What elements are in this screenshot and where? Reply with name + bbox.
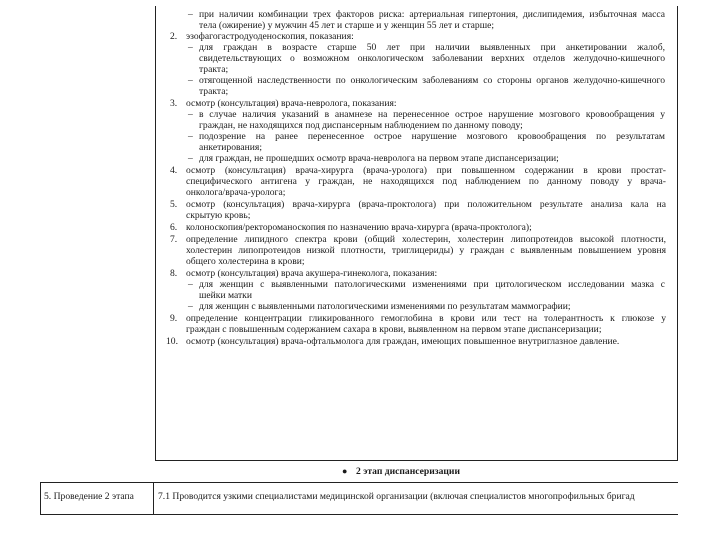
list-item-text: в случае наличия указаний в анамнезе на перенесенное острое нарушение мозгового кровообращения у [199,109,665,120]
list-item-text: для женщин с выявленными патологическими изменениями при цитологическом исследовании мазка с [199,279,665,290]
list-item-text: осмотр (консультация) врача-офтальмолога для граждан, имеющих повышенное внутриглазное давление. [186,336,620,347]
list-item-text: специфического антигена у граждан, не находящихся под наблюдением по данному поводу у врача- [186,176,666,187]
list-item-text: подозрение на ранее перенесенное острое нарушение мозгового кровообращения по результатам [199,131,665,142]
list-number: 3. [170,98,178,109]
list-item-title: эзофагогастродуоденоскопия, показания: [186,31,354,42]
stage-bullet: ● [342,466,348,476]
list-dash: – [188,153,193,164]
list-item-text: общего холестерина в крови; [186,256,305,267]
table-border-right [677,6,678,460]
list-item-text: шейки матки [199,290,252,301]
stage-title: 2 этап диспансеризации [356,466,460,477]
table-border-mid [155,460,678,461]
list-item-text: при наличии комбинации трех факторов риска: артериальная гипертония, дислипидемия, избыточная масса [199,9,665,20]
stage-row-text: 7.1 Проводится узкими специалистами медицинской организации (включая специалистов многопрофильных бригад [158,491,635,502]
list-item-text: осмотр (консультация) врача-хирурга (врача-проктолога) при положительном результате анализа кала на [186,199,666,210]
list-item-text: для граждан, не прошедших осмотр врача-невролога на первом этапе диспансеризации; [199,153,559,164]
list-item-text: холестерин липопротеидов низкой плотности, триглицериды) у граждан с выявленным повышением уровня [186,245,666,256]
stage-row-bottom-border [40,514,678,515]
list-dash: – [188,279,193,290]
list-item-text: граждан с повышенным содержанием сахара в крови, выявленном на первом этапе диспансеризации; [186,324,602,335]
table-border-left [155,6,156,460]
list-dash: – [188,42,193,53]
list-item-title: осмотр (консультация) врача акушера-гинеколога, показания: [186,268,438,279]
list-item-text: тракта; [199,64,229,75]
list-number: 2. [170,31,178,42]
list-item-text: тракта; [199,86,229,97]
list-number: 10. [166,336,178,347]
stage-row-label: 5. Проведение 2 этапа [44,491,134,502]
list-item-text: свидетельствующих о возможном онкологическом заболевании верхних отделов желудочно-кишечного [199,53,665,64]
list-number: 4. [170,165,178,176]
list-item-text: для женщин с выявленными патологическими изменениями по результатам маммографии; [199,301,571,312]
list-item-text: тела (ожирение) у мужчин 45 лет и старше и у женщин 55 лет и старше; [199,20,495,31]
list-number: 8. [170,268,178,279]
list-item-text: колоноскопия/ректороманоскопия по назначению врача-хирурга (врача-проктолога); [186,222,532,233]
stage-row-top-border [40,482,678,483]
list-dash: – [188,301,193,312]
list-dash: – [188,109,193,120]
list-item-title: осмотр (консультация) врача-невролога, показания: [186,98,397,109]
list-item-text: отягощенной наследственности по онкологическим заболеваниям со стороны органов желудочно-кишечного [199,75,665,86]
stage-row-left-border [40,482,41,515]
list-dash: – [188,131,193,142]
list-item-text: анкетирования; [199,142,263,153]
list-item-text: скрытую кровь; [186,210,251,221]
list-item-text: граждан, не находящихся под диспансерным наблюдением по данному поводу; [199,120,523,131]
list-item-text: онколога/врача-уролога; [186,187,286,198]
stage-row-divider [153,482,154,515]
list-item-text: определение концентрации гликированного гемоглобина в крови или тест на толерантность к глюкозе у [186,313,666,324]
list-item-text: осмотр (консультация) врача-хирурга (врача-уролога) при повышенном содержании в крови простат- [186,165,666,176]
list-item-text: для граждан в возрасте старше 50 лет при наличии выявленных при анкетировании жалоб, [199,42,665,53]
list-dash: – [188,75,193,86]
list-item-text: определение липидного спектра крови (общий холестерин, холестерин липопротеидов высокой плотности, [186,234,666,245]
list-number: 5. [170,199,178,210]
list-number: 6. [170,222,178,233]
list-dash: – [188,9,193,20]
list-number: 9. [170,313,178,324]
list-number: 7. [170,234,178,245]
